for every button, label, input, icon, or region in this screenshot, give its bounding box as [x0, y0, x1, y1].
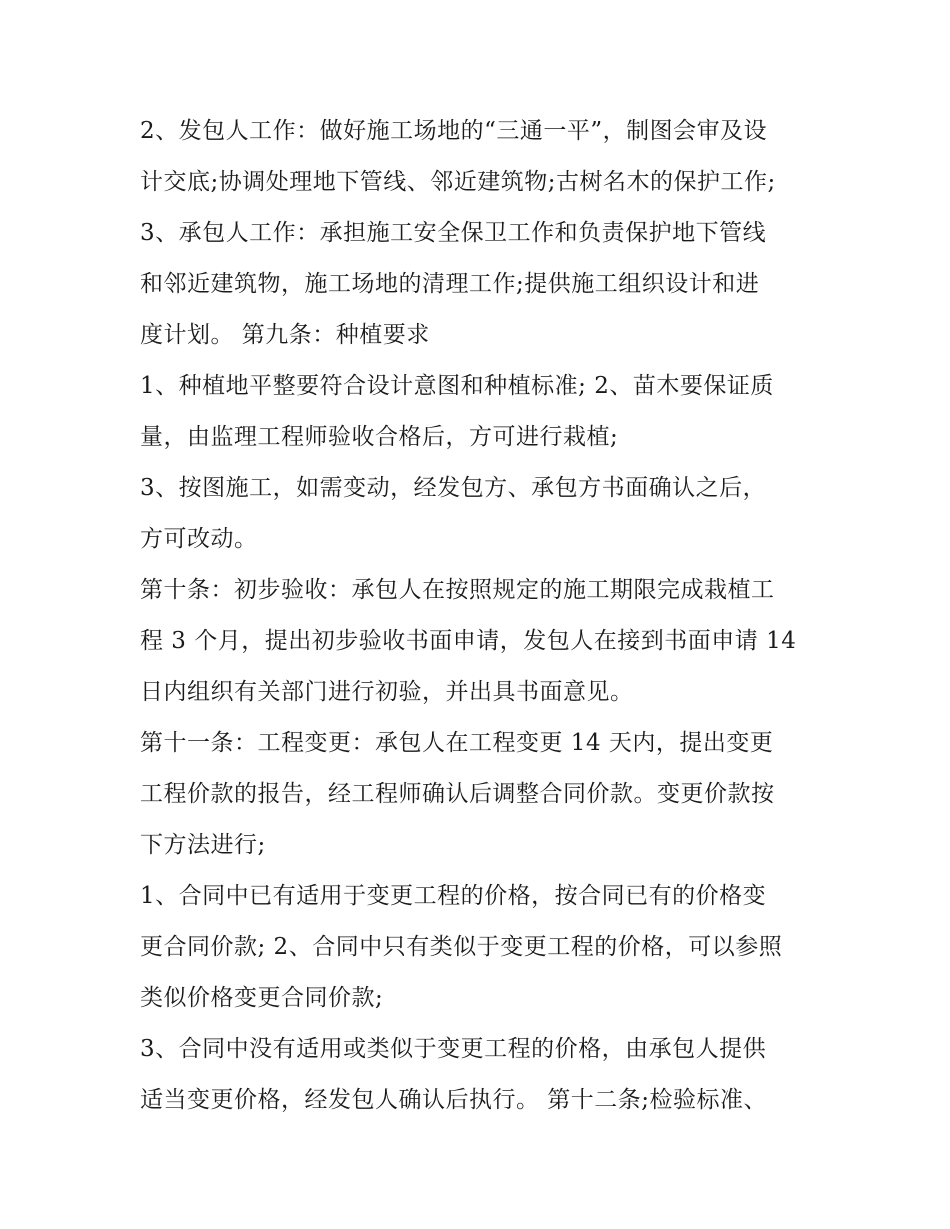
text-line: 适当变更价格，经发包人确认后执行。 第十二条;检验标准、: [140, 1087, 768, 1113]
text-line: 1、合同中已有适用于变更工程的价格，按合同已有的价格变: [140, 883, 767, 909]
text-line: 方可改动。: [140, 526, 258, 552]
text-line: 日内组织有关部门进行初验，并出具书面意见。: [140, 679, 634, 705]
text-line: 3、承包人工作：承担施工安全保卫工作和负责保护地下管线: [140, 220, 767, 246]
text-line: 第十一条：工程变更：承包人在工程变更 14 天内，提出变更: [140, 730, 774, 756]
text-line: 1、种植地平整要符合设计意图和种植标准; 2、苗木要保证质: [140, 373, 774, 399]
document-body: [140, 106, 820, 1126]
text-line: 更合同价款; 2、合同中只有类似于变更工程的价格，可以参照: [140, 934, 783, 960]
text-line: 2、发包人工作：做好施工场地的“三通一平”，制图会审及设: [140, 118, 768, 144]
text-line: 3、合同中没有适用或类似于变更工程的价格，由承包人提供: [140, 1036, 767, 1062]
text-line: 量，由监理工程师验收合格后，方可进行栽植;: [140, 424, 619, 450]
text-line: 3、按图施工，如需变动，经发包方、承包方书面确认之后，: [140, 475, 767, 501]
text-line: 类似价格变更合同价款;: [140, 985, 384, 1011]
text-line: 程 3 个月，提出初步验收书面申请，发包人在接到书面申请 14: [140, 628, 797, 654]
text-line: 第十条：初步验收：承包人在按照规定的施工期限完成栽植工: [140, 577, 775, 603]
text-line: 和邻近建筑物，施工场地的清理工作;提供施工组织设计和进: [140, 271, 760, 297]
text-line: 度计划。 第九条：种植要求: [140, 322, 430, 348]
text-line: 下方法进行;: [140, 832, 266, 858]
text-line: 计交底;协调处理地下管线、邻近建筑物;古树名木的保护工作;: [140, 169, 776, 195]
text-line: 工程价款的报告，经工程师确认后调整合同价款。变更价款按: [140, 781, 775, 807]
